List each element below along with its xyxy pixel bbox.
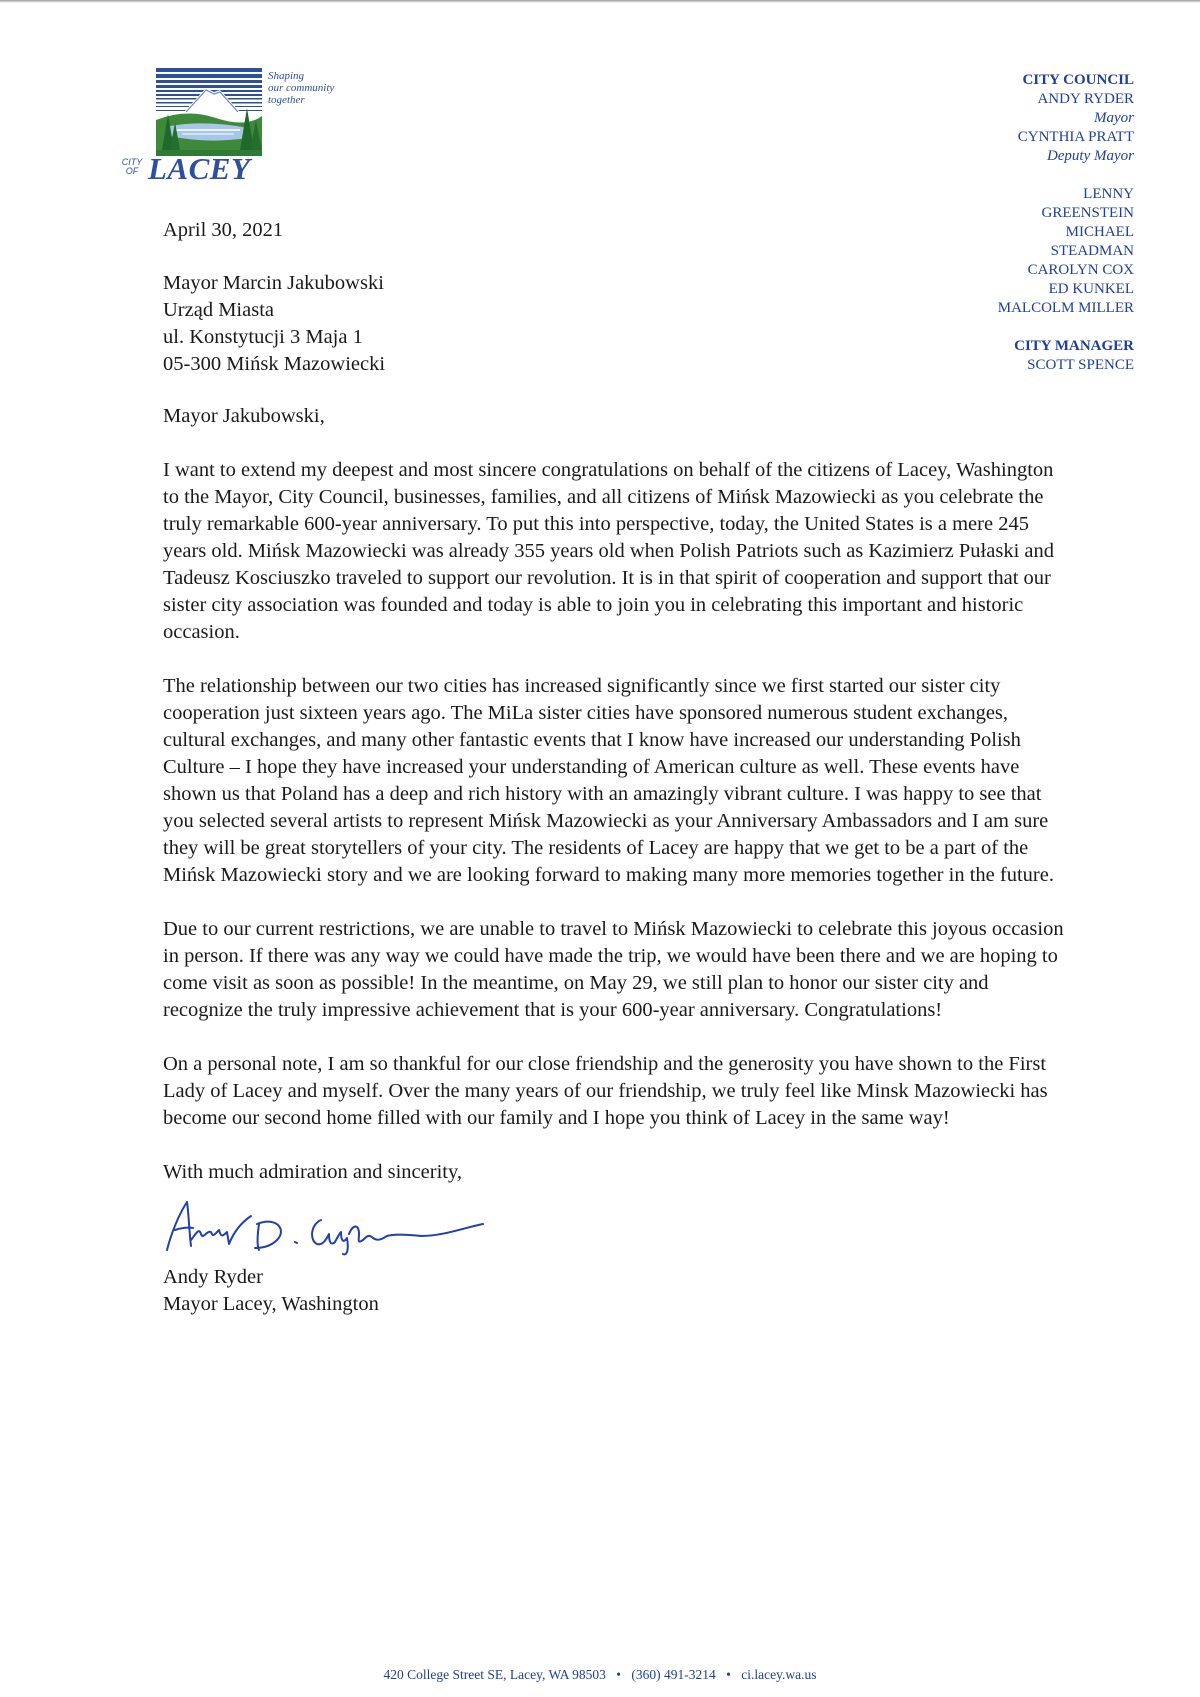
deputy-mayor-name: CYNTHIA PRATT <box>1017 129 1134 145</box>
council-member: MALCOLM MILLER <box>997 300 1134 316</box>
signer-name: Andy Ryder <box>163 1266 263 1288</box>
logo-tagline: Shaping our community together <box>268 70 335 106</box>
letter-body <box>163 217 1073 1318</box>
letterhead-footer <box>0 1667 1200 1683</box>
council-member: CAROLYN COX <box>1027 262 1134 278</box>
footer-address: 420 College Street SE, Lacey, WA 98503 <box>383 1667 606 1682</box>
council-member: MICHAEL <box>1065 224 1134 240</box>
city-logo <box>118 68 378 188</box>
city-manager-name: SCOTT SPENCE <box>1027 357 1134 373</box>
mayor-role: Mayor <box>1094 110 1134 126</box>
paragraph: Due to our current restrictions, we are unable to travel to Mińsk Mazowiecki to celebrate this joyous occasion in person. If there was any way we could have made the trip, we would have been there and we are hoping to come visit as soon as possible! In the meantime, on May 29, we still plan to honor our sister city and recognize the truly impressive achievement that is your 600-year anniversary. Congratulations! <box>163 918 1064 1021</box>
footer-phone: (360) 491-3214 <box>631 1667 716 1682</box>
letter-date: April 30, 2021 <box>163 219 284 241</box>
council-heading: CITY COUNCIL <box>1022 72 1134 88</box>
paragraph: The relationship between our two cities has increased significantly since we first started our sister city cooperation just sixteen years ago. The MiLa sister cities have sponsored numerous student exchanges, cultural exchanges, and many other fantastic events that I know have increased our understanding Polish Culture – I hope they have increased your understanding of American culture as well. These events have shown us that Poland has a deep and rich history with an amazingly vibrant culture. I was happy to see that you selected several artists to represent Mińsk Mazowiecki as your Anniversary Ambassadors and I am sure they will be great storytellers of your city. The residents of Lacey are happy that we get to be a part of the Mińsk Mazowiecki story and we are looking forward to making many more memories together in the future. <box>163 675 1054 886</box>
recipient-address <box>163 270 1073 378</box>
footer-separator: • <box>616 1667 621 1682</box>
address-line: 05-300 Mińsk Mazowiecki <box>163 353 386 375</box>
logo-city-of: CITY OF <box>121 157 143 176</box>
address-line: Urząd Miasta <box>163 299 274 321</box>
deputy-mayor-role: Deputy Mayor <box>1046 148 1134 164</box>
council-member: ED KUNKEL <box>1048 281 1134 297</box>
closing: With much admiration and sincerity, <box>163 1161 463 1183</box>
lacey-landscape-logo-icon <box>156 68 262 156</box>
city-manager-heading: CITY MANAGER <box>1014 338 1134 354</box>
mayor-name: ANDY RYDER <box>1037 91 1134 107</box>
footer-separator: • <box>726 1667 731 1682</box>
logo-city-name: LACEY <box>148 151 251 186</box>
footer-website[interactable]: ci.lacey.wa.us <box>741 1667 817 1682</box>
roster-spacer <box>874 166 1134 185</box>
paragraph: I want to extend my deepest and most sincere congratulations on behalf of the citizens of Lacey, Washington to the Mayor, City Council, businesses, families, and all citizens of Mińsk Mazowiecki as you celebrate the truly remarkable 600-year anniversary. To put this into perspective, today, the United States is a mere 245 years old. Mińsk Mazowiecki was already 355 years old when Polish Patriots such as Kazimierz Pułaski and Tadeusz Kosciuszko traveled to support our revolution. It is in that spirit of cooperation and support that our sister city association was founded and today is able to join you in celebrating this important and historic occasion. <box>163 459 1054 643</box>
handwritten-signature-icon <box>153 1194 513 1258</box>
council-member: STEADMAN <box>1050 243 1134 259</box>
salutation: Mayor Jakubowski, <box>163 405 325 427</box>
signer-title: Mayor Lacey, Washington <box>163 1293 379 1315</box>
address-line: ul. Konstytucji 3 Maja 1 <box>163 326 363 348</box>
paragraph: On a personal note, I am so thankful for our close friendship and the generosity you have shown to the First Lady of Lacey and myself. Over the many years of our friendship, we truly feel like Minsk Mazowiecki has become our second home filled with our family and I hope you think of Lacey in the same way! <box>163 1053 1048 1129</box>
council-member: GREENSTEIN <box>1041 205 1134 221</box>
scan-edge <box>0 0 1200 3</box>
address-line: Mayor Marcin Jakubowski <box>163 272 384 294</box>
council-member: LENNY <box>1083 186 1134 202</box>
